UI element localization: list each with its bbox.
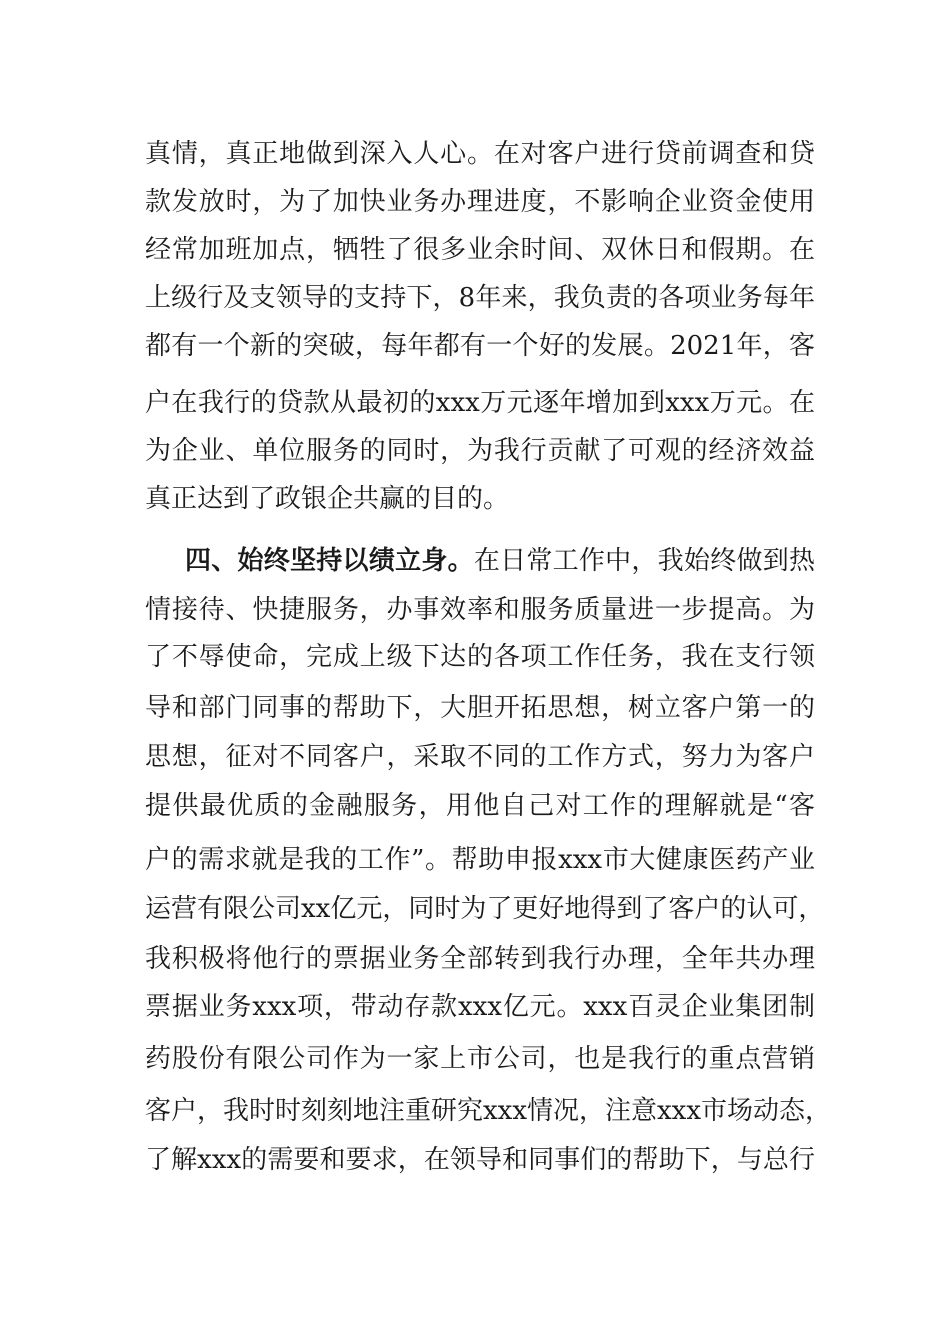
section-heading: 四、始终坚持以绩立身。 bbox=[185, 546, 474, 576]
paragraph-line: 真情，真正地做到深入人心。在对客户进行贷前调查和贷 bbox=[145, 139, 815, 169]
paragraph-line: 都有一个新的突破，每年都有一个好的发展。2021年，客 bbox=[145, 331, 815, 361]
paragraph-line: 了不辱使命，完成上级下达的各项工作任务，我在支行领 bbox=[145, 642, 815, 672]
paragraph-line: 票据业务xxx项，带动存款xxx亿元。xxx百灵企业集团制 bbox=[145, 992, 815, 1022]
paragraph-first-line bbox=[185, 541, 815, 581]
paragraph-line: 思想，征对不同客户，采取不同的工作方式，努力为客户 bbox=[145, 742, 815, 772]
paragraph-line: 情接待、快捷服务，办事效率和服务质量进一步提高。为 bbox=[145, 595, 815, 625]
paragraph-line: 运营有限公司xx亿元，同时为了更好地得到了客户的认可， bbox=[145, 894, 825, 924]
paragraph-line: 真正达到了政银企共赢的目的。 bbox=[145, 484, 510, 514]
paragraph-line: 户在我行的贷款从最初的xxx万元逐年增加到xxx万元。在 bbox=[145, 388, 815, 418]
paragraph-line: 了解xxx的需要和要求，在领导和同事们的帮助下，与总行 bbox=[145, 1145, 815, 1175]
paragraph-line: 提供最优质的金融服务，用他自己对工作的理解就是“客 bbox=[145, 791, 815, 821]
paragraph-line: 客户，我时时刻刻地注重研究xxx情况，注意xxx市场动态， bbox=[145, 1096, 831, 1126]
paragraph-line: 我积极将他行的票据业务全部转到我行办理，全年共办理 bbox=[145, 944, 815, 974]
paragraph-line: 为企业、单位服务的同时，为我行贡献了可观的经济效益 bbox=[145, 436, 815, 466]
paragraph-line: 导和部门同事的帮助下，大胆开拓思想，树立客户第一的 bbox=[145, 693, 815, 723]
paragraph-line: 款发放时，为了加快业务办理进度，不影响企业资金使用 bbox=[145, 187, 815, 217]
paragraph-line-text: 在日常工作中，我始终做到热 bbox=[473, 546, 815, 576]
paragraph-line: 户的需求就是我的工作”。帮助申报xxx市大健康医药产业 bbox=[145, 845, 815, 875]
paragraph-line: 上级行及支领导的支持下，8年来，我负责的各项业务每年 bbox=[145, 283, 815, 313]
paragraph-line: 经常加班加点，牺牲了很多业余时间、双休日和假期。在 bbox=[145, 235, 815, 265]
paragraph-line: 药股份有限公司作为一家上市公司，也是我行的重点营销 bbox=[145, 1044, 815, 1074]
